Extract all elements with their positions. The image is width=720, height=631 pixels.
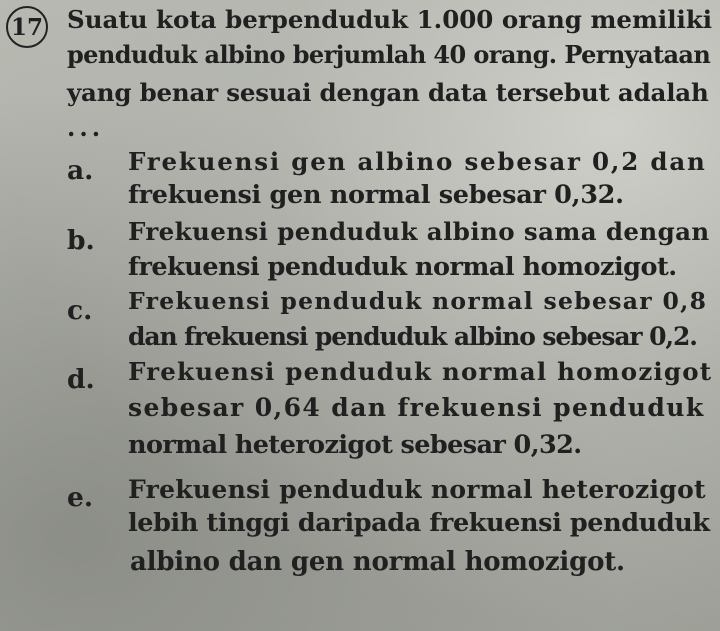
question-ellipsis: ... [67, 113, 105, 142]
option-d-letter: d. [67, 364, 95, 395]
option-c-line-2: dan frekuensi penduduk albino sebesar 0,2. [128, 322, 697, 351]
question-text-line-3: yang benar sesuai dengan data tersebut adalah [67, 78, 709, 107]
option-d-line-1: Frekuensi penduduk normal homozigot [128, 357, 713, 386]
option-b-line-2: frekuensi penduduk normal homozigot. [128, 252, 677, 282]
option-b-line-1: Frekuensi penduduk albino sama dengan [128, 217, 710, 246]
option-d-line-3: normal heterozigot sebesar 0,32. [128, 430, 582, 460]
question-number-badge [6, 6, 48, 48]
option-e-line-2: lebih tinggi daripada frekuensi penduduk [128, 508, 710, 538]
question-text-line-2: penduduk albino berjumlah 40 orang. Pernyataan [67, 40, 711, 69]
option-a-line-2: frekuensi gen normal sebesar 0,32. [128, 180, 624, 210]
option-d-line-2: sebesar 0,64 dan frekuensi penduduk [128, 393, 705, 422]
option-c-line-1: Frekuensi penduduk normal sebesar 0,8 [128, 287, 708, 315]
option-e-letter: e. [67, 482, 94, 513]
option-e-line-3: albino dan gen normal homozigot. [130, 547, 625, 577]
option-b-letter: b. [67, 225, 95, 256]
option-e-line-1: Frekuensi penduduk normal heterozigot [128, 475, 706, 504]
option-a-line-1: Frekuensi gen albino sebesar 0,2 dan [128, 147, 707, 176]
question-text-line-1: Suatu kota berpenduduk 1.000 orang memiliki [67, 5, 713, 34]
option-a-letter: a. [67, 155, 94, 186]
question-number: 17 [10, 13, 43, 41]
option-c-letter: c. [67, 295, 93, 326]
